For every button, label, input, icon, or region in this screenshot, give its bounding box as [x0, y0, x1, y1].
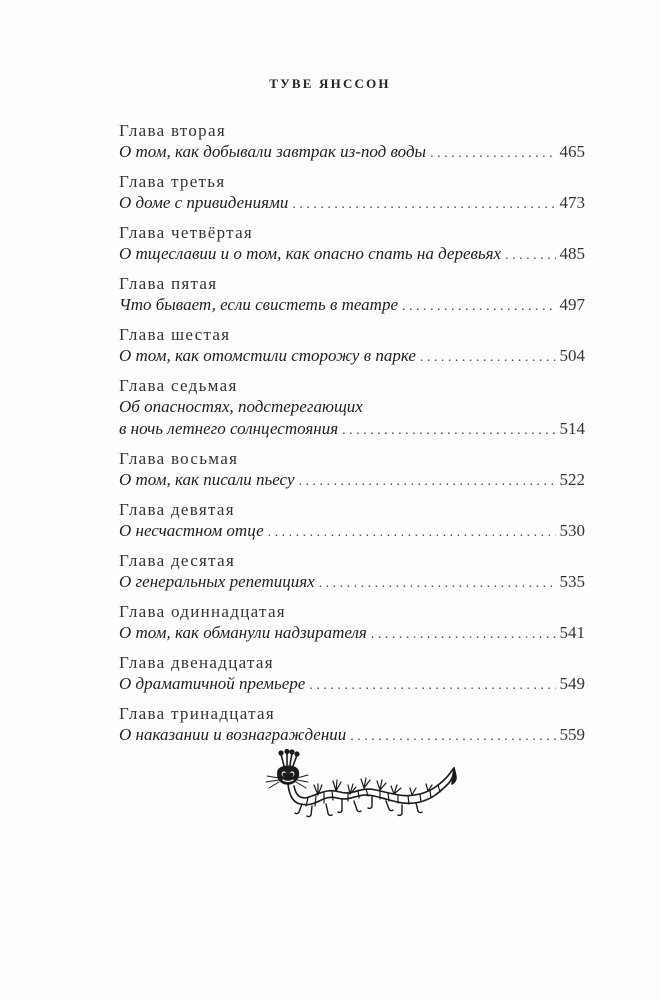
toc-line — [119, 673, 585, 695]
toc-entry — [119, 222, 585, 265]
chapter-label: Глава десятая — [119, 551, 236, 570]
page-number: 535 — [559, 572, 585, 591]
dot-leader — [430, 143, 555, 165]
page-number: 465 — [559, 142, 585, 161]
table-of-contents — [119, 120, 585, 754]
toc-line — [119, 520, 585, 542]
dot-leader — [342, 420, 555, 442]
toc-line — [119, 345, 585, 367]
page-number: 522 — [559, 470, 585, 489]
chapter-title: Что бывает, если свистеть в театре — [119, 295, 398, 314]
chapter-title: О том, как обманули надзирателя — [119, 623, 367, 642]
chapter-title: О тщеславии и о том, как опасно спать на деревьях — [119, 244, 502, 263]
chapter-title: О драматичной премьере — [119, 674, 306, 693]
dot-leader — [420, 347, 556, 369]
chapter-title: О том, как добывали завтрак из-под воды — [119, 142, 427, 161]
toc-entry — [119, 499, 585, 542]
page-number: 559 — [559, 725, 585, 744]
page-number: 485 — [559, 244, 585, 263]
page-number: 504 — [559, 346, 585, 365]
page-number: 549 — [559, 674, 585, 693]
dot-leader — [299, 471, 556, 493]
chapter-title-continued: в ночь летнего солнцестояния — [119, 419, 339, 438]
chapter-label: Глава тринадцатая — [119, 704, 276, 723]
page-number: 497 — [559, 295, 585, 314]
chapter-label: Глава девятая — [119, 500, 235, 519]
dot-leader — [268, 522, 556, 544]
toc-line — [119, 294, 585, 316]
toc-line — [119, 622, 585, 644]
toc-entry — [119, 120, 585, 163]
dot-leader — [371, 624, 556, 646]
chapter-title: О доме с привидениями — [119, 193, 289, 212]
toc-line — [119, 396, 585, 418]
chapter-label: Глава четвёртая — [119, 223, 254, 242]
chapter-label: Глава шестая — [119, 325, 231, 344]
toc-line — [119, 724, 585, 746]
toc-entry — [119, 652, 585, 695]
toc-entry — [119, 550, 585, 593]
toc-line — [119, 141, 585, 163]
running-head: ТУВЕ ЯНССОН — [269, 76, 391, 91]
chapter-title: О генеральных репетициях — [119, 572, 315, 591]
dot-leader — [505, 245, 555, 267]
dot-leader — [350, 726, 555, 748]
chapter-label: Глава одиннадцатая — [119, 602, 286, 621]
chapter-title: О том, как отомстили сторожу в парке — [119, 346, 416, 365]
chapter-label: Глава пятая — [119, 274, 218, 293]
toc-entry — [119, 171, 585, 214]
chapter-title: О несчастном отце — [119, 521, 264, 540]
toc-entry — [119, 448, 585, 491]
chapter-title: О наказании и вознаграждении — [119, 725, 347, 744]
page-number: 514 — [559, 419, 585, 438]
toc-entry — [119, 324, 585, 367]
page-number: 541 — [559, 623, 585, 642]
toc-entry — [119, 375, 585, 440]
page-number: 530 — [559, 521, 585, 540]
toc-entry — [119, 273, 585, 316]
chapter-label: Глава третья — [119, 172, 226, 191]
dot-leader — [402, 296, 556, 318]
chapter-title: О том, как писали пьесу — [119, 470, 295, 489]
chapter-label: Глава двенадцатая — [119, 653, 274, 672]
chapter-title: Об опасностях, подстерегающих — [119, 397, 363, 416]
toc-line — [119, 469, 585, 491]
toc-line — [119, 418, 585, 440]
dot-leader — [309, 675, 555, 697]
dot-leader — [319, 573, 556, 595]
page-number: 473 — [559, 193, 585, 212]
chapter-label: Глава вторая — [119, 121, 226, 140]
chapter-label: Глава восьмая — [119, 449, 239, 468]
toc-line — [119, 192, 585, 214]
chapter-label: Глава седьмая — [119, 376, 238, 395]
toc-line — [119, 571, 585, 593]
toc-entry — [119, 703, 585, 746]
creature-drawing-icon — [262, 748, 462, 830]
dot-leader — [292, 194, 555, 216]
toc-entry — [119, 601, 585, 644]
toc-line — [119, 243, 585, 265]
